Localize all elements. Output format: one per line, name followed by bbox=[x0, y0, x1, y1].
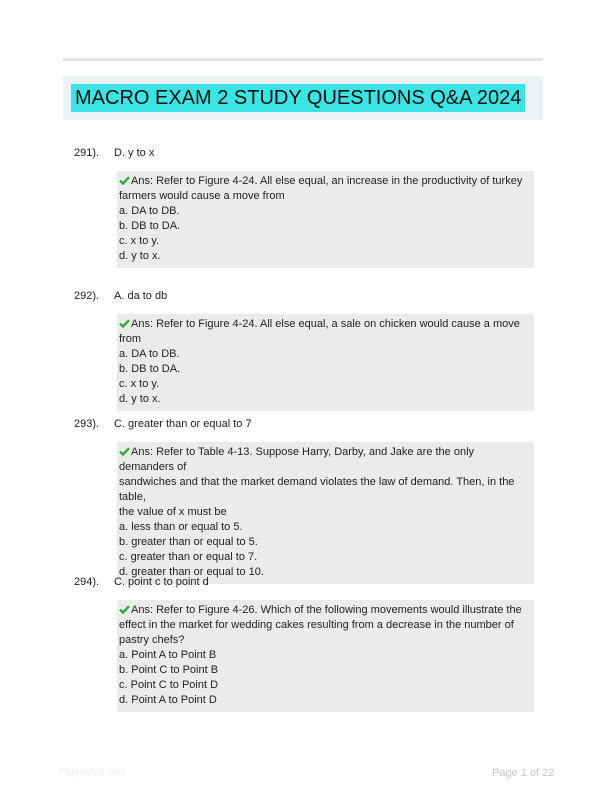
answer-box bbox=[117, 171, 534, 268]
answer-option: d. Point A to Point D bbox=[119, 694, 217, 706]
answer-option: d. y to x. bbox=[119, 393, 161, 405]
question-number: 294). bbox=[74, 576, 100, 588]
answer-box bbox=[117, 314, 534, 411]
answer-option: b. greater than or equal to 5. bbox=[119, 536, 258, 548]
answer-line: Ans: Refer to Table 4-13. Suppose Harry, Darby, and Jake are the only demanders of bbox=[119, 446, 475, 473]
answer-option: b. Point C to Point B bbox=[119, 664, 219, 676]
answer-option: c. x to y. bbox=[119, 378, 160, 390]
question-answer: D. y to x bbox=[114, 147, 155, 159]
question-number: 293). bbox=[74, 418, 100, 430]
question-answer: C. greater than or equal to 7 bbox=[114, 418, 252, 430]
question-number: 292). bbox=[74, 290, 100, 302]
answer-box bbox=[117, 442, 534, 584]
answer-line: Ans: Refer to Figure 4-24. All else equal, a sale on chicken would cause a move from bbox=[119, 318, 520, 345]
answer-option: b. DB to DA. bbox=[119, 220, 181, 232]
top-divider bbox=[63, 58, 543, 61]
answer-line: sandwiches and that the market demand violates the law of demand. Then, in the table, bbox=[119, 476, 515, 503]
answer-option: c. x to y. bbox=[119, 235, 160, 247]
answer-line: Ans: Refer to Figure 4-24. All else equal, an increase in the productivity of turkey bbox=[119, 174, 532, 189]
answer-box bbox=[117, 600, 534, 712]
answer-line: the value of x must be bbox=[119, 506, 227, 518]
answer-line: Ans: Refer to Figure 4-26. Which of the following movements would illustrate the bbox=[119, 603, 532, 618]
answer-option: c. greater than or equal to 7. bbox=[119, 551, 258, 563]
check-icon bbox=[119, 176, 131, 185]
answer-option: a. DA to DB. bbox=[119, 205, 180, 217]
answer-line: effect in the market for wedding cakes resulting from a decrease in the number of bbox=[119, 619, 514, 631]
answer-option: d. y to x. bbox=[119, 250, 161, 262]
answer-option: c. Point C to Point D bbox=[119, 679, 219, 691]
check-icon bbox=[119, 447, 131, 456]
question-number: 291). bbox=[74, 147, 100, 159]
check-icon bbox=[119, 319, 131, 328]
question-answer: C. point c to point d bbox=[114, 576, 209, 588]
answer-option: b. DB to DA. bbox=[119, 363, 181, 375]
answer-option: a. less than or equal to 5. bbox=[119, 521, 243, 533]
title-banner bbox=[63, 76, 543, 120]
page-number: Page 1 of 22 bbox=[492, 767, 555, 779]
check-icon bbox=[119, 605, 131, 614]
answer-line: pastry chefs? bbox=[119, 634, 185, 646]
answer-line: farmers would cause a move from bbox=[119, 190, 285, 202]
footer-site: Paperstrib.com bbox=[59, 767, 127, 778]
page-title: MACRO EXAM 2 STUDY QUESTIONS Q&A 2024 bbox=[71, 84, 525, 112]
answer-option: d. greater than or equal to 10. bbox=[119, 566, 264, 578]
question-answer: A. da to db bbox=[114, 290, 168, 302]
answer-option: a. Point A to Point B bbox=[119, 649, 217, 661]
answer-option: a. DA to DB. bbox=[119, 348, 180, 360]
